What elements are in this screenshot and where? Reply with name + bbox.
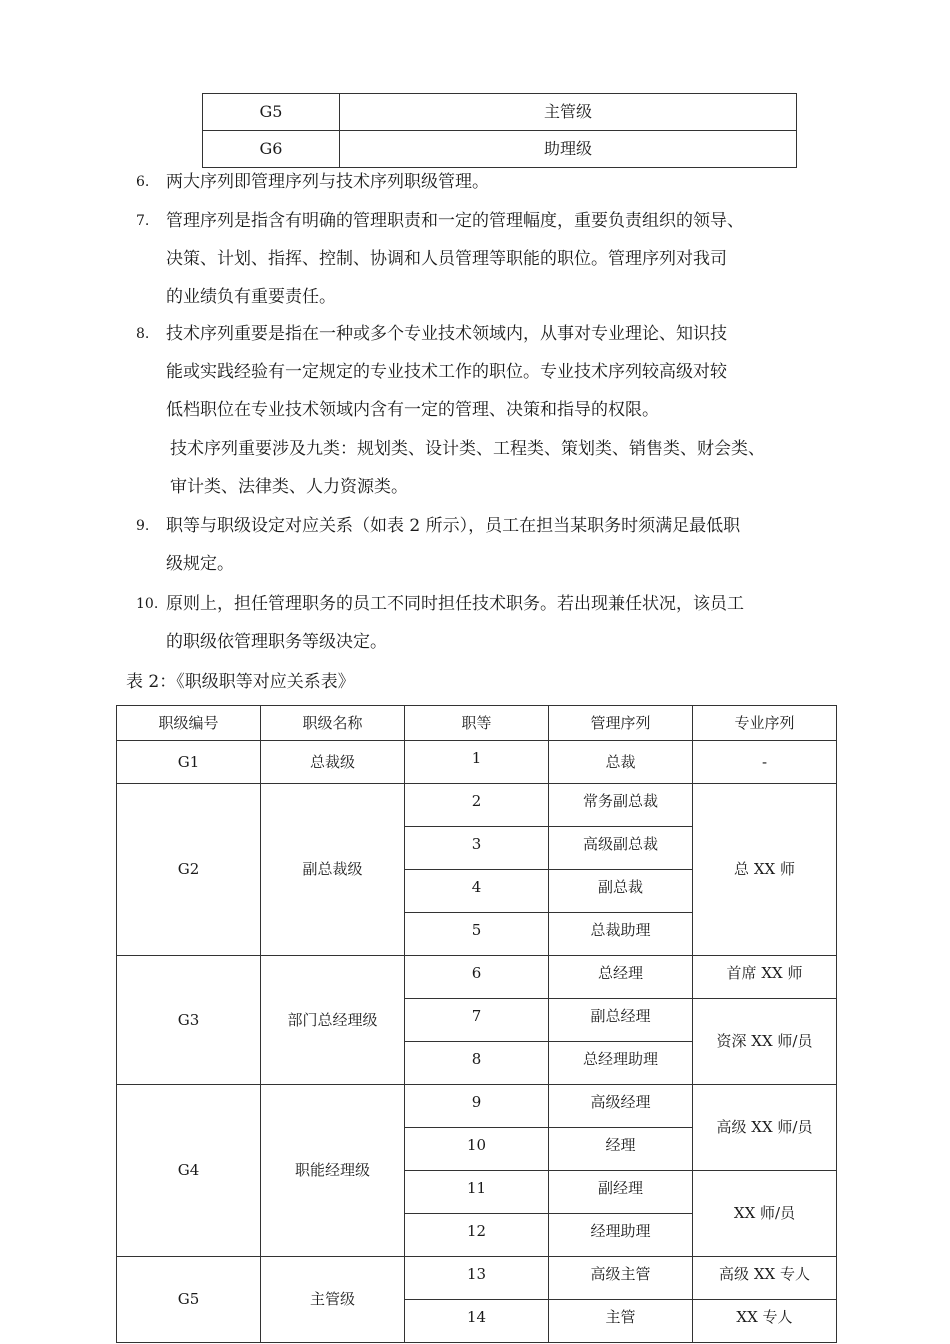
list-number: 9. [136, 518, 150, 534]
text-line: 能或实践经验有一定规定的专业技术工作的职位。专业技术序列较高级对较 [166, 362, 727, 382]
management-cell: 副总经理 [549, 999, 693, 1042]
technical-cell: XX 师/员 [693, 1171, 837, 1257]
technical-cell: 首席 XX 师 [693, 956, 837, 999]
rank-cell: 10 [405, 1128, 549, 1171]
table-row [117, 1257, 837, 1300]
technical-cell: 总 XX 师 [693, 784, 837, 956]
management-cell: 总经理 [549, 956, 693, 999]
rank-cell: 9 [405, 1085, 549, 1128]
grade-cell: G5 [203, 94, 340, 131]
table-row [203, 131, 797, 168]
text-line: 的职级依管理职务等级决定。 [166, 632, 387, 652]
management-cell: 经理助理 [549, 1214, 693, 1257]
text-line: 审计类、法律类、人力资源类。 [170, 477, 408, 497]
level-code-cell: G3 [117, 956, 261, 1085]
level-name-cell: 职能经理级 [261, 1085, 405, 1257]
level-name-cell: 部门总经理级 [261, 956, 405, 1085]
management-cell: 总裁助理 [549, 913, 693, 956]
list-number: 8. [136, 326, 150, 342]
table-header-row [117, 706, 837, 741]
rank-cell: 11 [405, 1171, 549, 1214]
text-line: 技术序列重要涉及九类：规划类、设计类、工程类、策划类、销售类、财会类、 [170, 439, 765, 459]
rank-cell: 5 [405, 913, 549, 956]
text-line: 低档职位在专业技术领域内含有一定的管理、决策和指导的权限。 [166, 400, 659, 420]
rank-cell: 8 [405, 1042, 549, 1085]
text-line: 的业绩负有重要责任。 [166, 287, 336, 307]
name-cell: 助理级 [340, 131, 797, 168]
list-number: 7. [136, 213, 150, 229]
level-code-cell: G4 [117, 1085, 261, 1257]
level-name-cell: 总裁级 [261, 741, 405, 784]
list-number: 6. [136, 174, 150, 190]
column-header: 管理序列 [549, 706, 693, 741]
level-name-cell: 主管级 [261, 1257, 405, 1343]
rank-cell: 6 [405, 956, 549, 999]
column-header: 专业序列 [693, 706, 837, 741]
management-cell: 副经理 [549, 1171, 693, 1214]
management-cell: 高级副总裁 [549, 827, 693, 870]
management-cell: 常务副总裁 [549, 784, 693, 827]
table-caption: 表 2：《职级职等对应关系表》 [126, 672, 355, 692]
text-line: 两大序列即管理序列与技术序列职级管理。 [166, 172, 489, 192]
management-cell: 总裁 [549, 741, 693, 784]
rank-cell: 2 [405, 784, 549, 827]
rank-cell: 1 [405, 741, 549, 784]
rank-cell: 4 [405, 870, 549, 913]
name-cell: 主管级 [340, 94, 797, 131]
grade-cell: G6 [203, 131, 340, 168]
text-line: 原则上，担任管理职务的员工不同时担任技术职务。若出现兼任状况，该员工 [166, 594, 744, 614]
text-line: 级规定。 [166, 554, 234, 574]
technical-cell: XX 专人 [693, 1300, 837, 1343]
table-row [117, 741, 837, 784]
management-cell: 主管 [549, 1300, 693, 1343]
management-cell: 经理 [549, 1128, 693, 1171]
technical-cell: 资深 XX 师/员 [693, 999, 837, 1085]
management-cell: 总经理助理 [549, 1042, 693, 1085]
column-header: 职等 [405, 706, 549, 741]
table-row [203, 94, 797, 131]
paragraph-8-categories [170, 430, 850, 506]
rank-cell: 7 [405, 999, 549, 1042]
management-cell: 副总裁 [549, 870, 693, 913]
level-name-cell: 副总裁级 [261, 784, 405, 956]
management-cell: 高级经理 [549, 1085, 693, 1128]
rank-cell: 3 [405, 827, 549, 870]
level-code-cell: G2 [117, 784, 261, 956]
technical-cell: 高级 XX 师/员 [693, 1085, 837, 1171]
grade-table-continued [202, 93, 797, 168]
management-cell: 高级主管 [549, 1257, 693, 1300]
technical-cell: 高级 XX 专人 [693, 1257, 837, 1300]
column-header: 职级名称 [261, 706, 405, 741]
rank-cell: 14 [405, 1300, 549, 1343]
level-code-cell: G1 [117, 741, 261, 784]
grade-rank-table [116, 705, 837, 1343]
text-line: 决策、计划、指挥、控制、协调和人员管理等职能的职位。管理序列对我司 [166, 249, 727, 269]
level-code-cell: G5 [117, 1257, 261, 1343]
list-number: 10. [136, 596, 159, 612]
text-line: 技术序列重要是指在一种或多个专业技术领域内，从事对专业理论、知识技 [166, 324, 727, 344]
table-row [117, 784, 837, 827]
table-row [117, 956, 837, 999]
rank-cell: 13 [405, 1257, 549, 1300]
text-line: 管理序列是指含有明确的管理职责和一定的管理幅度，重要负责组织的领导、 [166, 211, 744, 231]
table-row [117, 1085, 837, 1128]
column-header: 职级编号 [117, 706, 261, 741]
text-line: 职等与职级设定对应关系（如表 2 所示），员工在担当某职务时须满足最低职 [166, 516, 741, 536]
technical-cell: - [693, 741, 837, 784]
rank-cell: 12 [405, 1214, 549, 1257]
